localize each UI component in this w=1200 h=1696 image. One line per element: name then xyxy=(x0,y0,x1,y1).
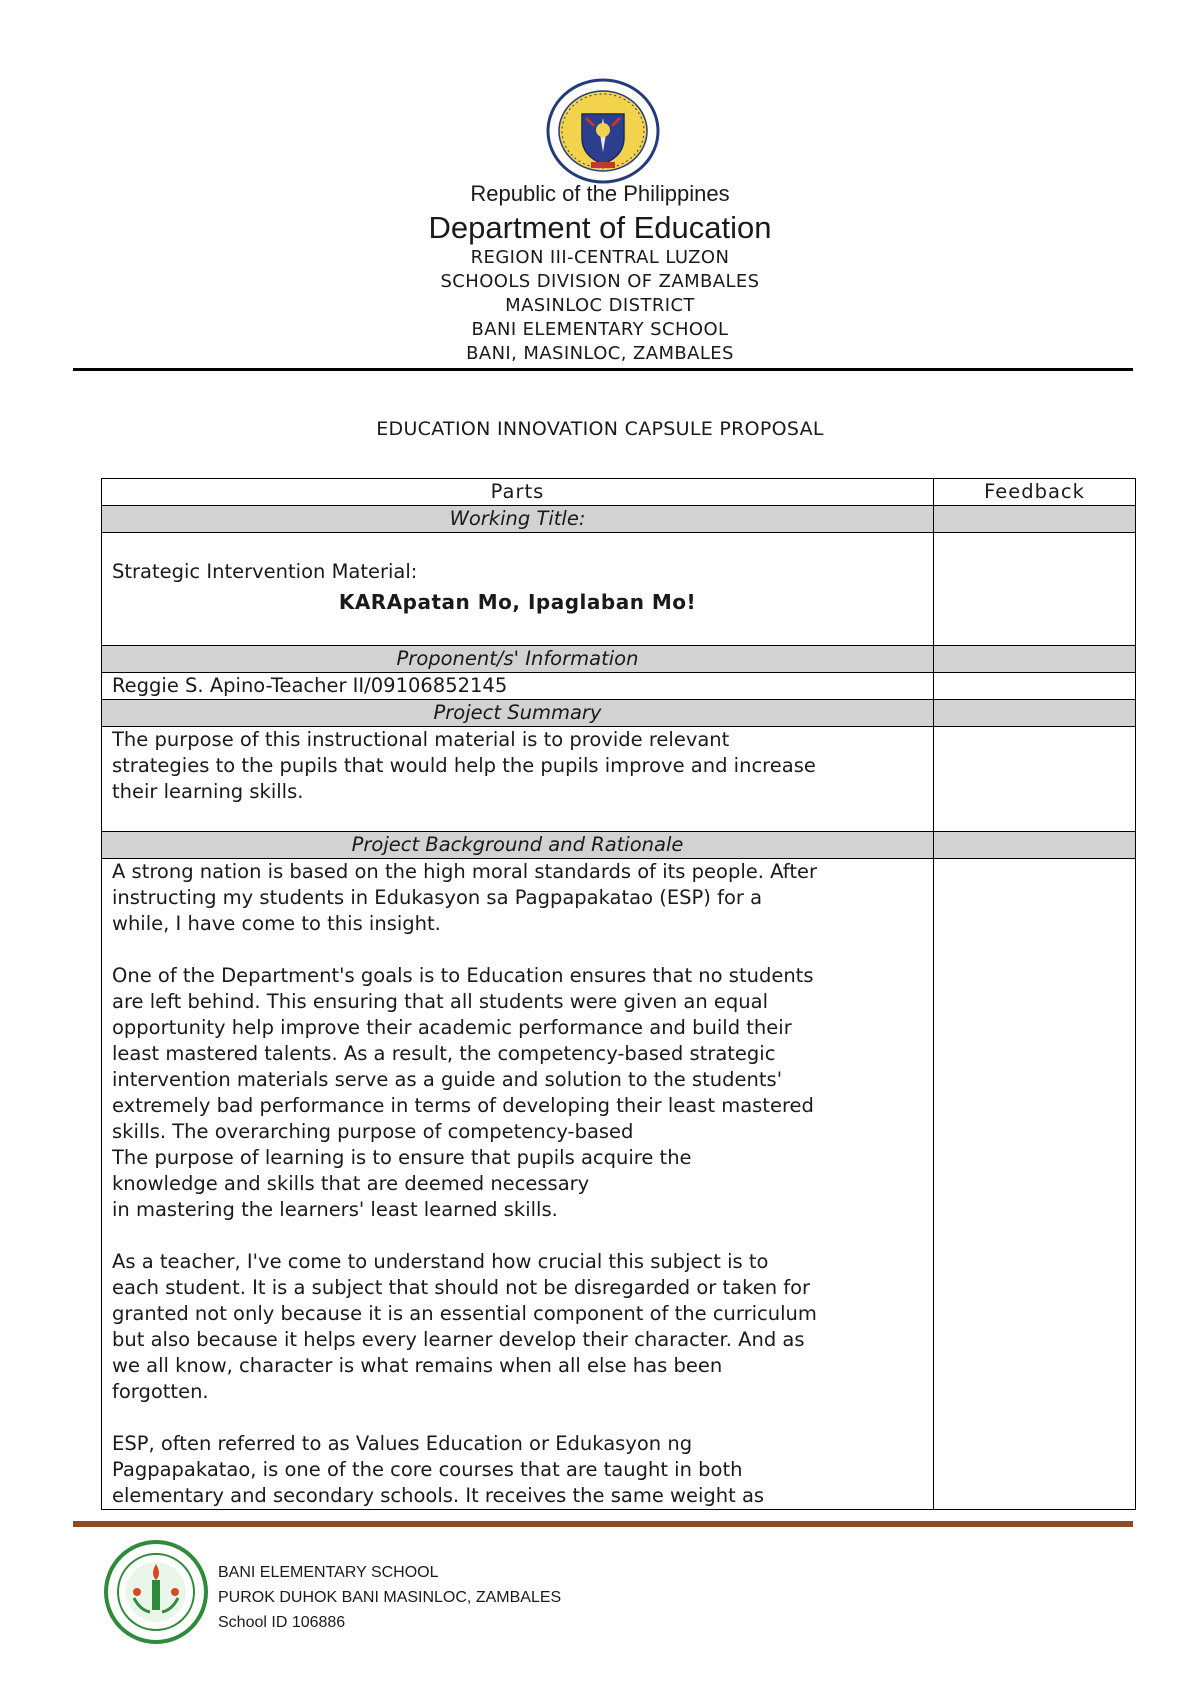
feedback-cell xyxy=(934,673,1136,700)
summary-row xyxy=(102,727,1136,832)
summary-text: The purpose of this instructional material is to provide relevant strategies to the pupils that would help the pupils improve and increase their learning skills. xyxy=(112,728,816,803)
footer-info xyxy=(218,1560,561,1635)
section-row xyxy=(102,832,1136,859)
feedback-cell xyxy=(934,832,1136,859)
republic-heading: Republic of the Philippines xyxy=(470,181,730,206)
background-paragraph-1: A strong nation is based on the high moral standards of its people. After instructing my students in Edukasyon sa Pagpapakatao (ESP) for a while, I have come to this insight. xyxy=(112,860,817,935)
proponent-row xyxy=(102,673,1136,700)
feedback-cell xyxy=(934,700,1136,727)
proponent-heading: Proponent/s' Information xyxy=(102,646,934,673)
background-content xyxy=(102,859,934,1510)
background-heading: Project Background and Rationale xyxy=(102,832,934,859)
division-line: SCHOOLS DIVISION OF ZAMBALES xyxy=(440,271,760,292)
feedback-cell xyxy=(934,533,1136,646)
section-row xyxy=(102,506,1136,533)
district-line: MASINLOC DISTRICT xyxy=(505,295,695,316)
feedback-column-header: Feedback xyxy=(934,479,1136,506)
table-header-row xyxy=(102,479,1136,506)
working-title-content xyxy=(102,533,934,646)
address-line: BANI, MASINLOC, ZAMBALES xyxy=(466,343,734,364)
summary-heading: Project Summary xyxy=(102,700,934,727)
footer-school-name: BANI ELEMENTARY SCHOOL xyxy=(218,1564,439,1581)
background-paragraph-2: One of the Department's goals is to Education ensures that no students are left behind. This ensuring that all students were given an equal opportunity help improve their academic performance and build their least mastered talents. As a result, the competency-based strategic intervention materials serve as a guide and solution to the students' extremely bad performance in terms of developing their least mastered skills. The overarching purpose of competency-based The purpose of learning is to ensure that pupils acquire the knowledge and skills that are deemed necessary in mastering the learners' least learned skills. xyxy=(112,964,814,1221)
background-row xyxy=(102,859,1136,1510)
proposal-table xyxy=(101,478,1136,1510)
working-title-row xyxy=(102,533,1136,646)
deped-seal-icon xyxy=(546,78,660,184)
parts-column-header: Parts xyxy=(102,479,934,506)
document-title: EDUCATION INNOVATION CAPSULE PROPOSAL xyxy=(376,418,824,440)
working-title-heading: Working Title: xyxy=(102,506,934,533)
background-paragraph-3: As a teacher, I've come to understand how crucial this subject is to each student. It is a subject that should not be disregarded or taken for granted not only because it is an essential component of the curriculum but also because it helps every learner develop their character. And as we all know, character is what remains when all else has been forgotten. xyxy=(112,1250,817,1403)
feedback-cell xyxy=(934,506,1136,533)
section-row xyxy=(102,646,1136,673)
department-heading: Department of Education xyxy=(428,210,772,245)
background-paragraph-4: ESP, often referred to as Values Education or Edukasyon ng Pagpapakatao, is one of the core courses that are taught in both elementary and secondary schools. It receives the same weight as xyxy=(112,1432,765,1507)
feedback-cell xyxy=(934,727,1136,832)
working-title-label: Strategic Intervention Material: xyxy=(112,560,418,583)
section-row xyxy=(102,700,1136,727)
header-divider xyxy=(73,368,1133,371)
footer-address: PUROK DUHOK BANI MASINLOC, ZAMBALES xyxy=(218,1589,562,1606)
feedback-cell xyxy=(934,646,1136,673)
school-line: BANI ELEMENTARY SCHOOL xyxy=(471,319,729,340)
summary-content xyxy=(102,727,934,832)
footer-school-id: School ID 106886 xyxy=(218,1614,346,1631)
footer-divider xyxy=(73,1521,1133,1527)
feedback-cell xyxy=(934,859,1136,1510)
school-seal-icon xyxy=(104,1540,208,1644)
proponent-info: Reggie S. Apino-Teacher II/09106852145 xyxy=(102,673,934,700)
working-title-text: KARApatan Mo, Ipaglaban Mo! xyxy=(338,590,697,614)
region-line: REGION III-CENTRAL LUZON xyxy=(470,247,730,268)
